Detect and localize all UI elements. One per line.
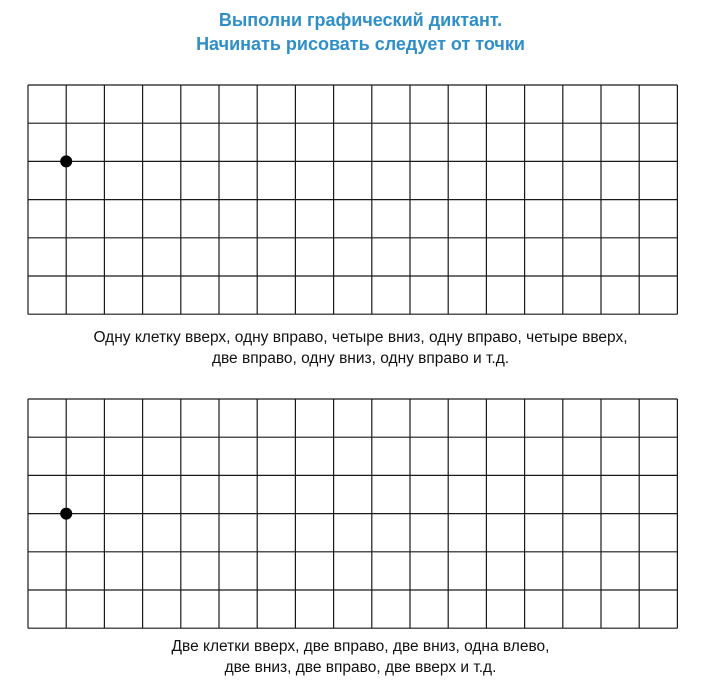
dictation-instruction-1-line-1: Одну клетку вверх, одну вправо, четыре вниз, одну вправо, четыре вверх, xyxy=(93,329,628,346)
start-point-dot xyxy=(60,155,72,167)
dictation-instruction-1-line-2: две вправо, одну вниз, одну вправо и т.д. xyxy=(211,350,510,367)
graph-paper-grid-2 xyxy=(27,398,679,630)
page-subtitle: Начинать рисовать следует от точки xyxy=(196,34,525,54)
dictation-instruction-2-line-1: Две клетки вверх, две вправо, две вниз, одна влево, xyxy=(171,638,550,655)
page-title: Выполни графический диктант. xyxy=(218,10,503,30)
start-point-dot xyxy=(60,508,72,520)
dictation-instruction-2-line-2: две вниз, две вправо, две вверх и т.д. xyxy=(224,659,497,676)
graph-paper-grid-1 xyxy=(27,84,679,316)
